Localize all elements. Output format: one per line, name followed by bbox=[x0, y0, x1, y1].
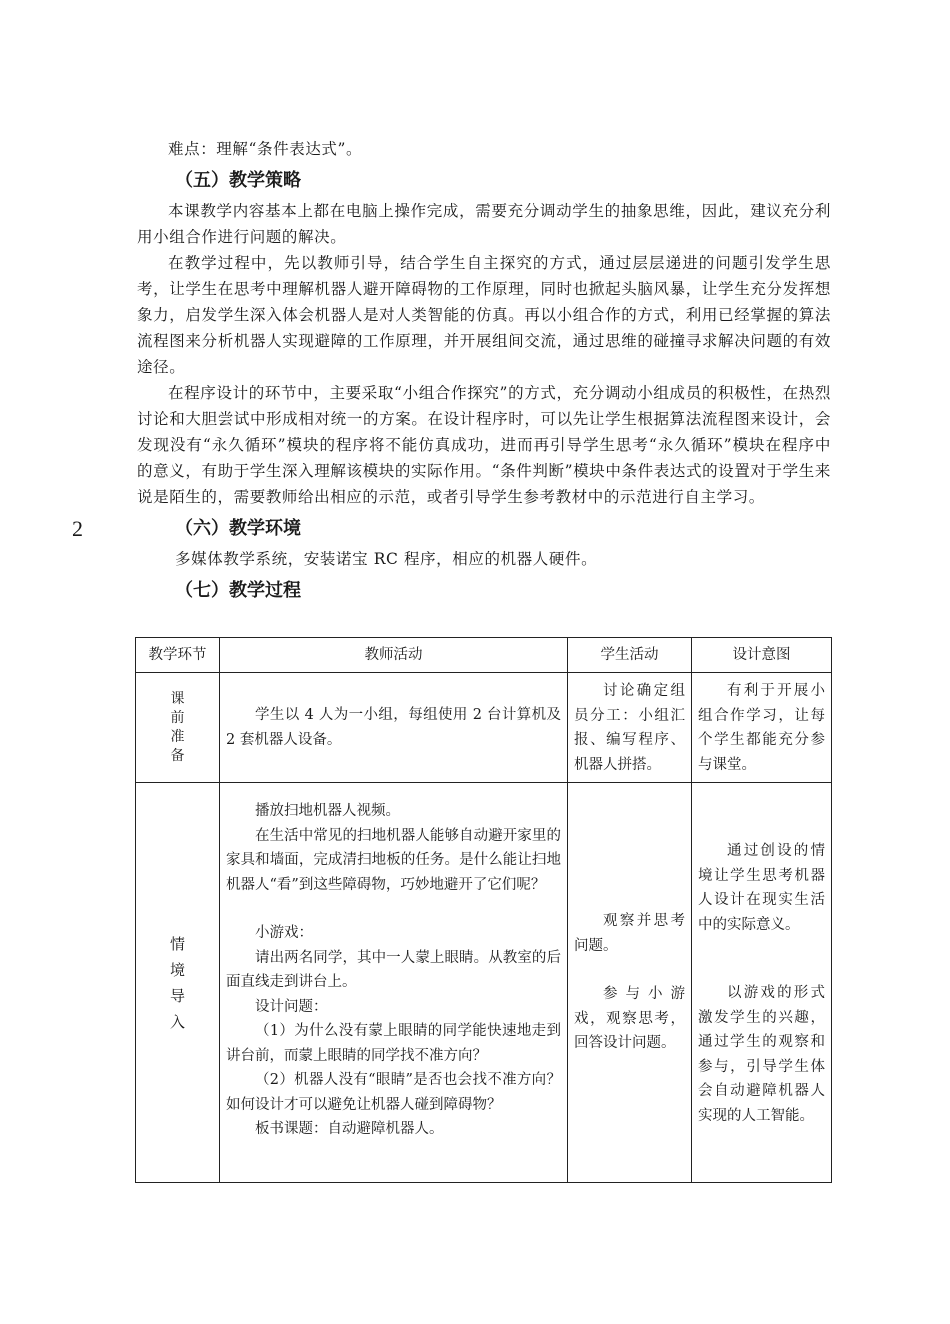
intent-preparation bbox=[692, 673, 832, 783]
intent-text: 通过创设的情境让学生思考机器人设计在现实生活中的实际意义。 bbox=[698, 843, 825, 933]
student-text: 参与小游戏，观察思考，回答设计问题。 bbox=[574, 986, 685, 1051]
section5-paragraph-1: 本课教学内容基本上都在电脑上操作完成，需要充分调动学生的抽象思维，因此，建议充分利用小组合作进行问题的解决。 bbox=[137, 202, 831, 246]
section6-text: 多媒体教学系统，安装诺宝 RC 程序，相应的机器人硬件。 bbox=[175, 550, 598, 568]
stage-preparation bbox=[136, 673, 220, 783]
section6-heading: （六）教学环境 bbox=[175, 518, 301, 539]
teaching-process-table bbox=[135, 637, 832, 1183]
stage-char: 课 bbox=[170, 690, 185, 707]
teacher-text: （1）为什么没有蒙上眼睛的同学能快速地走到讲台前，而蒙上眼睛的同学找不准方向？ bbox=[226, 1023, 561, 1064]
student-text: 讨论确定组员分工：小组汇报、编写程序、机器人拼搭。 bbox=[574, 683, 685, 773]
teacher-text: 小游戏： bbox=[255, 925, 313, 941]
header-intent: 设计意图 bbox=[692, 638, 832, 673]
table-header-row bbox=[136, 638, 832, 673]
stage-char: 备 bbox=[170, 747, 185, 764]
stage-char: 前 bbox=[170, 709, 185, 726]
document-body bbox=[137, 136, 831, 608]
header-teacher: 教师活动 bbox=[220, 638, 568, 673]
teacher-activity-preparation bbox=[220, 673, 568, 783]
intent-text: 有利于开展小组合作学习，让每个学生都能充分参与课堂。 bbox=[698, 683, 825, 773]
teacher-text: 在生活中常见的扫地机器人能够自动避开家里的家具和墙面，完成清扫地板的任务。是什么能让扫地机器人“看”到这些障碍物，巧妙地避开了它们呢？ bbox=[226, 827, 561, 893]
teacher-text: 播放扫地机器人视频。 bbox=[255, 803, 400, 819]
section5-heading: （五）教学策略 bbox=[175, 170, 301, 191]
header-student: 学生活动 bbox=[568, 638, 692, 673]
stage-char: 入 bbox=[169, 1012, 185, 1031]
difficulty-line: 难点：理解“条件表达式”。 bbox=[168, 140, 363, 158]
stage-char: 境 bbox=[169, 960, 185, 979]
table-row-introduction bbox=[136, 783, 832, 1183]
section5-paragraph-2: 在教学过程中，先以教师引导，结合学生自主探究的方式，通过层层递进的问题引发学生思考，让学生在思考中理解机器人避开障碍物的工作原理，同时也掀起头脑风暴，让学生充分发挥想象力，启发学生深入体会机器人是对人类智能的仿真。再以小组合作的方式，利用已经掌握的算法流程图来分析机器人实现避障的工作原理，并开展组间交流，通过思维的碰撞寻求解决问题的有效途径。 bbox=[137, 254, 831, 376]
intent-text: 以游戏的形式激发学生的兴趣，通过学生的观察和参与，引导学生体会自动避障机器人实现的人工智能。 bbox=[698, 985, 825, 1124]
teacher-text: 学生以 4 人为一小组，每组使用 2 台计算机及 2 套机器人设备。 bbox=[226, 707, 561, 748]
intent-introduction bbox=[692, 783, 832, 1183]
student-text: 观察并思考问题。 bbox=[574, 913, 685, 954]
stage-char: 导 bbox=[169, 986, 185, 1005]
table-row-preparation bbox=[136, 673, 832, 783]
teacher-text: （2）机器人没有“眼睛”是否也会找不准方向？如何设计才可以避免让机器人碰到障碍物？ bbox=[226, 1072, 561, 1113]
teacher-text: 请出两名同学，其中一人蒙上眼睛。从教室的后面直线走到讲台上。 bbox=[226, 949, 561, 990]
stage-char: 情 bbox=[169, 934, 185, 953]
stage-introduction bbox=[136, 783, 220, 1183]
student-activity-introduction bbox=[568, 783, 692, 1183]
stage-char: 准 bbox=[170, 728, 185, 745]
header-stage: 教学环节 bbox=[136, 638, 220, 673]
section5-paragraph-3: 在程序设计的环节中，主要采取“小组合作探究”的方式，充分调动小组成员的积极性，在热烈讨论和大胆尝试中形成相对统一的方案。在设计程序时，可以先让学生根据算法流程图来设计，会发现没有“永久循环”模块的程序将不能仿真成功，进而再引导学生思考“永久循环”模块在程序中的意义，有助于学生深入理解该模块的实际作用。“条件判断”模块中条件表达式的设置对于学生来说是陌生的，需要教师给出相应的示范，或者引导学生参考教材中的示范进行自主学习。 bbox=[137, 384, 831, 506]
student-activity-preparation bbox=[568, 673, 692, 783]
teacher-text: 设计问题： bbox=[255, 998, 328, 1015]
teacher-activity-introduction bbox=[220, 783, 568, 1183]
section7-heading: （七）教学过程 bbox=[175, 580, 301, 601]
teacher-text: 板书课题：自动避障机器人。 bbox=[255, 1121, 444, 1137]
page-number: 2 bbox=[72, 516, 83, 541]
